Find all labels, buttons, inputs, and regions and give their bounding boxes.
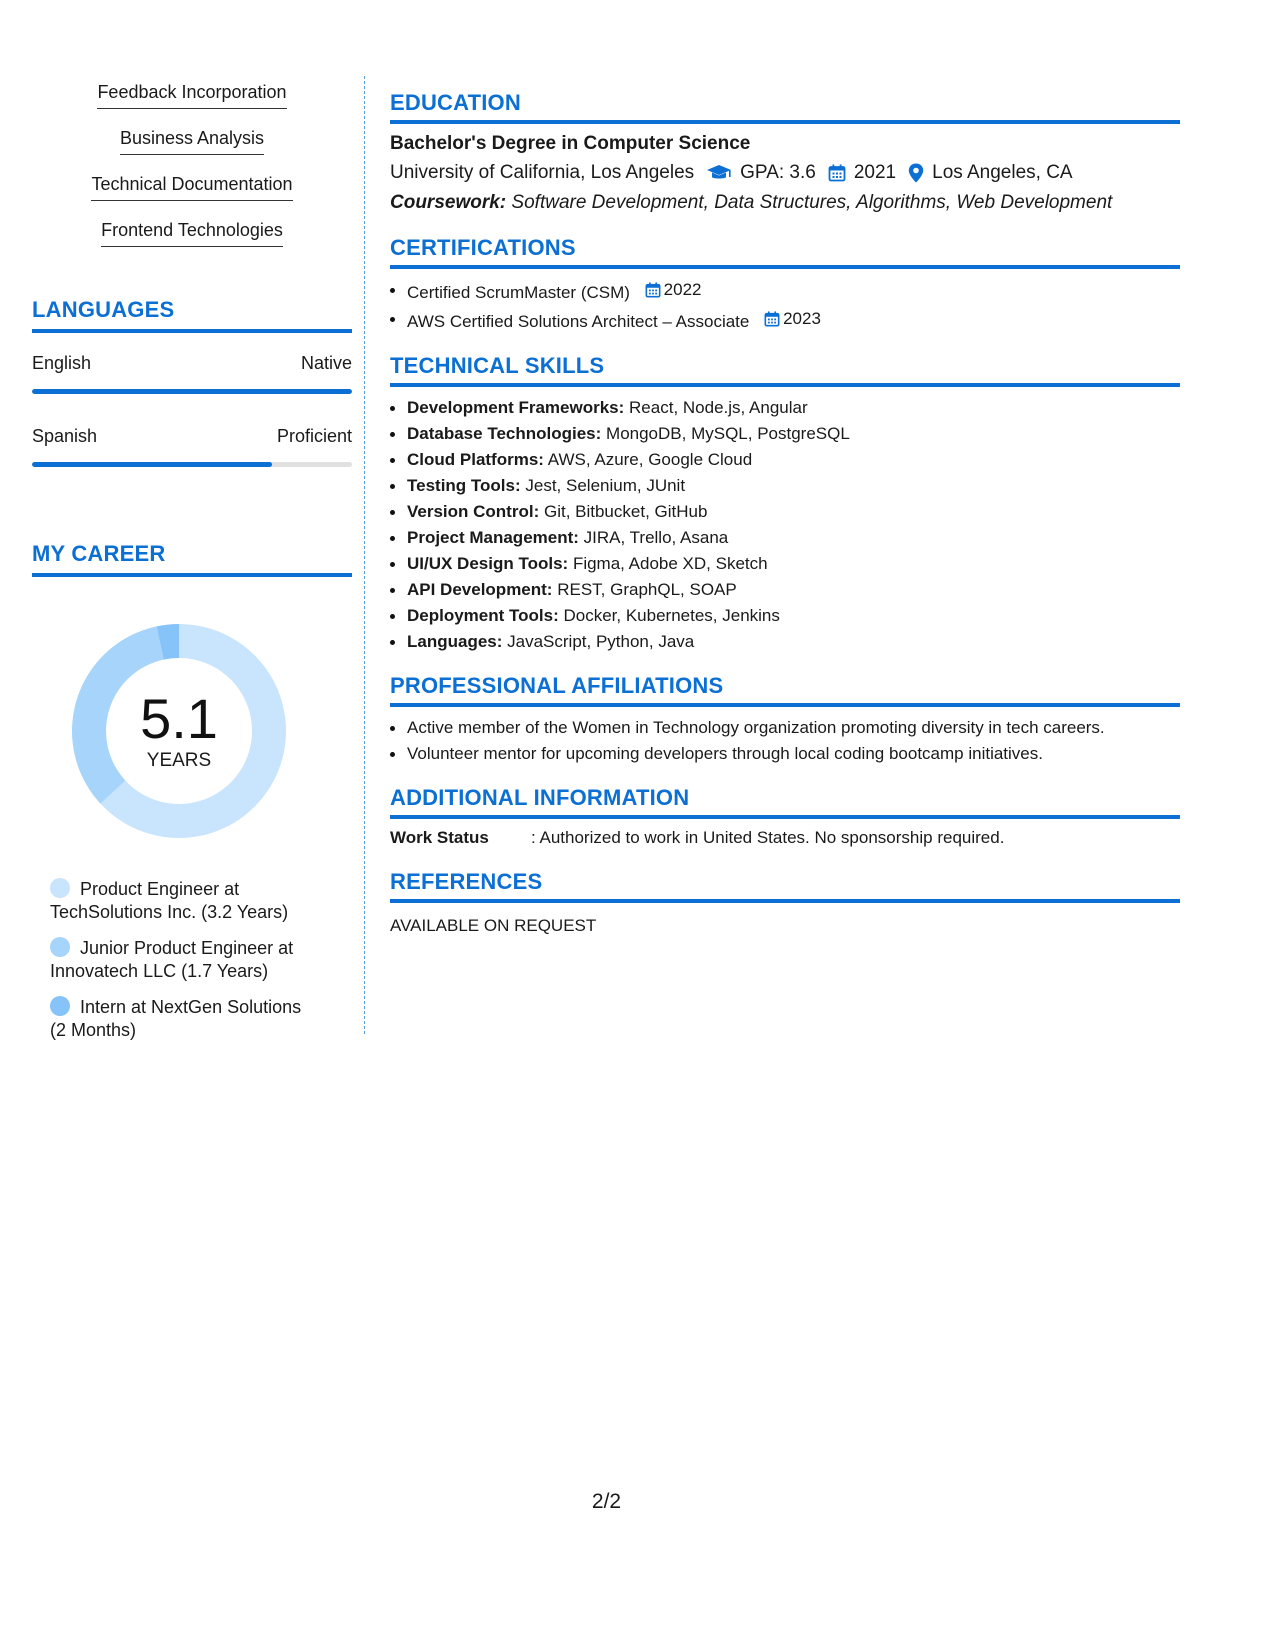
work-status-label: Work Status bbox=[390, 828, 489, 847]
coursework-list: Software Development, Data Structures, Algorithms, Web Development bbox=[511, 192, 1113, 213]
language-bar-fill bbox=[32, 389, 352, 394]
certification-year: 2023 bbox=[783, 309, 821, 328]
career-heading: MY CAREER bbox=[32, 541, 352, 577]
legend-dot bbox=[50, 996, 70, 1016]
certifications-heading: CERTIFICATIONS bbox=[390, 235, 1180, 269]
graduation-cap-icon bbox=[706, 164, 732, 182]
education-section bbox=[390, 90, 1180, 217]
affiliations-list bbox=[390, 715, 1180, 767]
legend-text: Intern at NextGen Solutions (2 Months) bbox=[50, 997, 302, 1040]
references-section bbox=[390, 869, 1180, 939]
skill-value: MongoDB, MySQL, PostgreSQL bbox=[606, 424, 850, 443]
calendar-icon bbox=[828, 164, 846, 182]
skill-tag: Feedback Incorporation bbox=[97, 80, 286, 109]
coursework-label: Coursework: bbox=[390, 192, 507, 213]
skill-value: Docker, Kubernetes, Jenkins bbox=[563, 606, 780, 625]
affiliations-heading: PROFESSIONAL AFFILIATIONS bbox=[390, 673, 1180, 707]
career-legend bbox=[50, 878, 320, 1042]
calendar-icon bbox=[764, 311, 780, 327]
legend-item bbox=[50, 937, 320, 983]
skill-label: UI/UX Design Tools: bbox=[407, 554, 569, 573]
skill-item bbox=[390, 395, 1180, 421]
certifications-section bbox=[390, 235, 1180, 335]
donut-center bbox=[64, 616, 294, 846]
skill-label: Deployment Tools: bbox=[407, 606, 559, 625]
skill-value: JavaScript, Python, Java bbox=[507, 632, 695, 651]
skill-tags bbox=[32, 80, 352, 264]
certification-item bbox=[390, 306, 1180, 335]
column-divider bbox=[364, 76, 365, 1034]
affiliation-item: Volunteer mentor for upcoming developers through local coding bootcamp initiatives. bbox=[390, 741, 1180, 767]
skill-tag: Technical Documentation bbox=[91, 172, 292, 201]
skill-item bbox=[390, 473, 1180, 499]
language-name: English bbox=[32, 353, 92, 373]
languages-section bbox=[32, 297, 352, 467]
language-level: Proficient bbox=[276, 426, 352, 446]
technical-skills-list bbox=[390, 395, 1180, 655]
skill-item bbox=[390, 525, 1180, 551]
legend-text: Product Engineer at TechSolutions Inc. (3.2 Years) bbox=[50, 879, 289, 922]
affiliations-section bbox=[390, 673, 1180, 767]
gpa: GPA: 3.6 bbox=[740, 162, 816, 183]
skill-value: Git, Bitbucket, GitHub bbox=[543, 502, 708, 521]
language-bar bbox=[32, 389, 352, 394]
legend-item bbox=[50, 996, 320, 1042]
work-status-row bbox=[390, 825, 1180, 851]
language-bar-fill bbox=[32, 462, 272, 467]
skill-label: Testing Tools: bbox=[407, 476, 521, 495]
coursework bbox=[390, 188, 1180, 217]
language-bar bbox=[32, 462, 352, 467]
right-column bbox=[390, 90, 1180, 957]
certifications-list bbox=[390, 277, 1180, 335]
skill-value: REST, GraphQL, SOAP bbox=[557, 580, 737, 599]
skill-label: Cloud Platforms: bbox=[407, 450, 544, 469]
skill-label: API Development: bbox=[407, 580, 553, 599]
skill-label: Development Frameworks: bbox=[407, 398, 625, 417]
additional-info-heading: ADDITIONAL INFORMATION bbox=[390, 785, 1180, 819]
skill-item bbox=[390, 577, 1180, 603]
graduation-year: 2021 bbox=[853, 162, 897, 183]
work-status-value: : Authorized to work in United States. No sponsorship required. bbox=[531, 828, 1005, 847]
legend-dot bbox=[50, 878, 70, 898]
skill-item bbox=[390, 421, 1180, 447]
degree-title: Bachelor's Degree in Computer Science bbox=[390, 133, 751, 154]
certification-name: AWS Certified Solutions Architect – Associate bbox=[407, 312, 750, 331]
language-item bbox=[32, 351, 352, 394]
technical-skills-section bbox=[390, 353, 1180, 655]
technical-skills-heading: TECHNICAL SKILLS bbox=[390, 353, 1180, 387]
left-column bbox=[32, 80, 352, 1055]
skill-label: Project Management: bbox=[407, 528, 579, 547]
school-name: University of California, Los Angeles bbox=[390, 162, 695, 183]
skill-item bbox=[390, 629, 1180, 655]
skill-value: React, Node.js, Angular bbox=[629, 398, 808, 417]
location-pin-icon bbox=[908, 163, 924, 183]
additional-info-section bbox=[390, 785, 1180, 851]
language-item bbox=[32, 424, 352, 467]
skill-tag: Frontend Technologies bbox=[101, 218, 283, 247]
legend-text: Junior Product Engineer at Innovatech LLC (1.7 Years) bbox=[50, 938, 294, 981]
languages-heading: LANGUAGES bbox=[32, 297, 352, 333]
references-heading: REFERENCES bbox=[390, 869, 1180, 903]
career-section bbox=[32, 541, 352, 1042]
legend-item bbox=[50, 878, 320, 924]
skill-item bbox=[390, 447, 1180, 473]
language-level: Native bbox=[300, 353, 352, 373]
page-number: 2/2 bbox=[591, 1490, 622, 1513]
career-donut-chart bbox=[64, 616, 294, 846]
affiliation-item: Active member of the Women in Technology organization promoting diversity in tech careers. bbox=[390, 715, 1180, 741]
skill-value: AWS, Azure, Google Cloud bbox=[547, 450, 753, 469]
career-total-value: 5.1 bbox=[140, 687, 218, 750]
skill-item bbox=[390, 603, 1180, 629]
certification-year: 2022 bbox=[663, 280, 702, 299]
skill-item bbox=[390, 551, 1180, 577]
skill-item bbox=[390, 499, 1180, 525]
school-location: Los Angeles, CA bbox=[932, 162, 1073, 183]
skill-label: Database Technologies: bbox=[407, 424, 602, 443]
career-total-unit: YEARS bbox=[146, 750, 212, 771]
calendar-icon bbox=[645, 282, 661, 298]
legend-dot bbox=[50, 937, 70, 957]
certification-name: Certified ScrumMaster (CSM) bbox=[407, 283, 630, 302]
certification-item bbox=[390, 277, 1180, 306]
education-heading: EDUCATION bbox=[390, 90, 1180, 124]
skill-value: JIRA, Trello, Asana bbox=[583, 528, 729, 547]
skill-label: Version Control: bbox=[407, 502, 540, 521]
language-name: Spanish bbox=[32, 426, 98, 446]
skill-value: Jest, Selenium, JUnit bbox=[525, 476, 686, 495]
education-details bbox=[390, 158, 1180, 188]
skill-tag: Business Analysis bbox=[120, 126, 264, 155]
skill-value: Figma, Adobe XD, Sketch bbox=[572, 554, 768, 573]
references-text: AVAILABLE ON REQUEST bbox=[390, 916, 597, 935]
skill-label: Languages: bbox=[407, 632, 503, 651]
